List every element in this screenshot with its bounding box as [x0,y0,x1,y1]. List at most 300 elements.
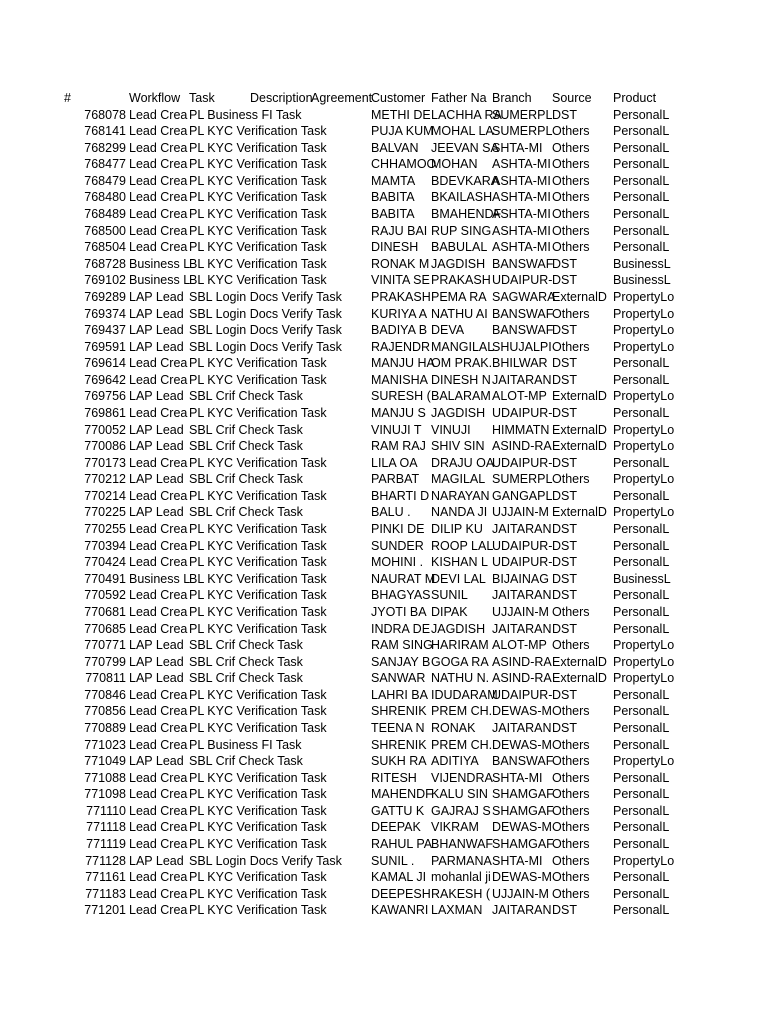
cell-customer: MANJU HA [371,356,435,371]
cell-customer: VINITA SE [371,273,430,288]
cell-customer: LAHRI BA [371,687,428,702]
cell-task: PL KYC Verification Task [189,538,327,553]
cell-branch: ALOT-MP [492,638,547,653]
cell-product: BusinessL [613,256,671,271]
cell-workflow: Lead Crea [129,903,188,918]
cell-customer: SUNIL . [371,853,415,868]
cell-father-name: MOHAL LA [431,124,494,139]
cell-workflow: Lead Crea [129,870,188,885]
cell-task: PL KYC Verification Task [189,704,327,719]
table-row [0,438,768,455]
cell-workflow: LAP Lead [129,306,184,321]
cell-source: DST [552,455,577,470]
cell-customer: BABITA [371,190,415,205]
cell-product: BusinessL [613,571,671,586]
cell-product: PropertyLo [613,289,675,304]
cell-row-number: 769591 [84,339,126,354]
cell-branch: JAITARAN [492,720,552,735]
cell-product: PersonalL [613,173,670,188]
cell-father-name: VIKRAM [431,820,479,835]
cell-row-number: 771119 [86,837,126,852]
cell-father-name: NARAYAN [431,488,490,503]
cell-product: PropertyLo [613,339,675,354]
cell-branch: GANGAPL [492,488,553,503]
table-row [0,819,768,836]
cell-customer: BALU . [371,505,411,520]
table-row [0,388,768,405]
cell-workflow: Lead Crea [129,522,188,537]
cell-product: PersonalL [613,588,670,603]
cell-row-number: 768477 [84,157,126,172]
cell-father-name: BALARAM [431,389,491,404]
cell-branch: JAITARAN [492,588,552,603]
cell-father-name: ADITIYA [431,754,479,769]
cell-customer: RONAK M [371,256,430,271]
cell-task: SBL Crif Check Task [189,754,303,769]
table-row [0,621,768,638]
cell-father-name: PRAKASH [431,273,491,288]
cell-father-name: DEVI LAL [431,571,486,586]
cell-workflow: Lead Crea [129,538,188,553]
cell-branch: UDAIPUR- [492,555,553,570]
cell-branch: DEWAS-M [492,704,552,719]
cell-product: PersonalL [613,240,670,255]
cell-father-name: VINUJI [431,422,471,437]
cell-father-name: KISHAN L [431,555,488,570]
table-row [0,836,768,853]
cell-workflow: Business L [129,256,191,271]
cell-father-name: DRAJU OA [431,455,495,470]
cell-source: Others [552,140,590,155]
table-row [0,902,768,919]
cell-workflow: Lead Crea [129,405,188,420]
cell-workflow: Lead Crea [129,455,188,470]
cell-row-number: 770771 [84,638,126,653]
cell-product: PropertyLo [613,654,675,669]
cell-workflow: LAP Lead [129,289,184,304]
cell-branch: SUMERPL [492,107,553,122]
cell-workflow: Lead Crea [129,787,188,802]
cell-source: Others [552,240,590,255]
cell-task: PL KYC Verification Task [189,488,327,503]
cell-source: ExternalD [552,671,607,686]
cell-father-name: MANGILAL [431,339,495,354]
cell-branch: ASIND-RA [492,654,552,669]
cell-branch: SHTA-MI [492,853,543,868]
header-cell-number: # [64,91,71,105]
cell-customer: RITESH [371,770,417,785]
cell-father-name: RAKESH ( [431,886,491,901]
cell-task: PL KYC Verification Task [189,588,327,603]
header-cell-customer: Customer [371,91,426,105]
cell-workflow: Lead Crea [129,157,188,172]
table-row [0,886,768,903]
cell-product: PersonalL [613,720,670,735]
cell-task: SBL Crif Check Task [189,638,303,653]
cell-product: PersonalL [613,604,670,619]
cell-customer: BHAGYAS [371,588,431,603]
cell-source: DST [552,687,577,702]
cell-source: Others [552,837,590,852]
cell-father-name: PARMANA [431,853,492,868]
data-rows [0,107,768,919]
cell-source: DST [552,621,577,636]
cell-father-name: DINESH N [431,372,491,387]
table-row [0,140,768,157]
cell-father-name: ROOP LAL [431,538,494,553]
cell-product: PersonalL [613,886,670,901]
cell-workflow: Lead Crea [129,720,188,735]
cell-product: PersonalL [613,372,670,387]
cell-task: PL KYC Verification Task [189,621,327,636]
cell-row-number: 768078 [84,107,126,122]
cell-branch: JAITARAN [492,522,552,537]
cell-source: DST [552,372,577,387]
cell-customer: VINUJI T [371,422,422,437]
cell-branch: SHAMGAF [492,787,554,802]
cell-row-number: 769861 [84,405,126,420]
cell-row-number: 771118 [86,820,126,835]
table-row [0,538,768,555]
cell-row-number: 770799 [84,654,126,669]
cell-branch: DEWAS-M [492,820,552,835]
cell-father-name: MOHAN [431,157,478,172]
cell-branch: BANSWAF [492,306,554,321]
cell-workflow: Lead Crea [129,140,188,155]
cell-workflow: Lead Crea [129,886,188,901]
cell-source: DST [552,488,577,503]
cell-branch: DEWAS-M [492,870,552,885]
cell-branch: ASHTA-MI [492,173,551,188]
cell-row-number: 770173 [84,455,126,470]
cell-father-name: VIJENDRA [431,770,493,785]
cell-workflow: LAP Lead [129,323,184,338]
table-row [0,670,768,687]
cell-father-name: PREM CH. [431,704,493,719]
cell-customer: INDRA DE [371,621,431,636]
table-row [0,803,768,820]
cell-product: PropertyLo [613,306,675,321]
cell-customer: SANWAR [371,671,426,686]
table-row [0,869,768,886]
cell-task: PL KYC Verification Task [189,903,327,918]
cell-workflow: LAP Lead [129,422,184,437]
cell-task: BL KYC Verification Task [189,273,327,288]
cell-source: DST [552,356,577,371]
cell-row-number: 769756 [84,389,126,404]
cell-product: PersonalL [613,687,670,702]
cell-source: DST [552,405,577,420]
table-row [0,156,768,173]
cell-product: PropertyLo [613,671,675,686]
cell-product: PersonalL [613,820,670,835]
cell-branch: ASHTA-MI [492,223,551,238]
cell-product: PersonalL [613,207,670,222]
cell-row-number: 771183 [85,886,126,901]
cell-row-number: 770086 [84,439,126,454]
cell-source: Others [552,787,590,802]
table-row [0,355,768,372]
cell-product: PropertyLo [613,853,675,868]
cell-source: DST [552,903,577,918]
cell-source: DST [552,538,577,553]
cell-task: PL KYC Verification Task [189,157,327,172]
cell-source: Others [552,207,590,222]
cell-father-name: JAGDISH [431,405,486,420]
cell-workflow: Lead Crea [129,621,188,636]
cell-father-name: LAXMAN [431,903,483,918]
cell-father-name: BKAILASH [431,190,493,205]
cell-customer: MANISHA [371,372,428,387]
cell-customer: BHARTI D [371,488,430,503]
cell-father-name: BHANWAF [431,837,494,852]
table-row [0,571,768,588]
cell-task: SBL Login Docs Verify Task [189,289,342,304]
cell-product: PersonalL [613,157,670,172]
cell-source: Others [552,173,590,188]
cell-row-number: 771161 [85,870,126,885]
cell-product: PersonalL [613,223,670,238]
cell-source: Others [552,190,590,205]
cell-product: PropertyLo [613,472,675,487]
cell-workflow: Lead Crea [129,737,188,752]
cell-row-number: 769642 [84,372,126,387]
cell-task: SBL Login Docs Verify Task [189,853,342,868]
cell-father-name: BMAHENDF [431,207,502,222]
cell-father-name: DILIP KU [431,522,483,537]
cell-father-name: KALU SIN [431,787,488,802]
cell-customer: DINESH [371,240,419,255]
table-row [0,272,768,289]
cell-customer: BADIYA B [371,323,428,338]
table-row [0,173,768,190]
cell-branch: UDAIPUR- [492,455,553,470]
cell-customer: TEENA N [371,720,425,735]
cell-task: PL KYC Verification Task [189,837,327,852]
cell-father-name: NATHU N. [431,671,490,686]
cell-row-number: 771201 [84,903,126,918]
table-row [0,405,768,422]
cell-workflow: LAP Lead [129,754,184,769]
table-row [0,189,768,206]
cell-father-name: PREM CH. [431,737,493,752]
cell-task: SBL Crif Check Task [189,472,303,487]
table-row [0,339,768,356]
cell-workflow: Lead Crea [129,356,188,371]
header-cell-agreement: Agreement [311,91,373,105]
cell-branch: BIJAINAG [492,571,549,586]
cell-source: Others [552,886,590,901]
cell-task: PL KYC Verification Task [189,803,327,818]
cell-task: PL KYC Verification Task [189,124,327,139]
cell-row-number: 768479 [84,173,126,188]
cell-branch: UJJAIN-M [492,604,549,619]
cell-customer: SURESH ( [371,389,431,404]
cell-row-number: 770214 [84,488,126,503]
cell-father-name: JAGDISH [431,621,486,636]
cell-workflow: LAP Lead [129,439,184,454]
cell-branch: UDAIPUR- [492,405,553,420]
cell-product: PersonalL [613,770,670,785]
cell-workflow: Business L [129,273,191,288]
cell-father-name: MAGILAL [431,472,486,487]
table-row [0,322,768,339]
cell-customer: MAHENDF [371,787,433,802]
cell-branch: ASHTA-MI [492,157,551,172]
header-cell-source: Source [552,91,592,105]
cell-product: PropertyLo [613,439,675,454]
cell-branch: ASHTA-MI [492,240,551,255]
cell-row-number: 770685 [84,621,126,636]
cell-task: PL KYC Verification Task [189,372,327,387]
cell-row-number: 768504 [84,240,126,255]
cell-row-number: 770212 [84,472,126,487]
table-row [0,720,768,737]
table-row [0,637,768,654]
cell-source: Others [552,737,590,752]
cell-customer: BALVAN [371,140,419,155]
cell-workflow: Lead Crea [129,588,188,603]
cell-row-number: 770889 [84,720,126,735]
cell-task: SBL Crif Check Task [189,422,303,437]
cell-branch: BANSWAF [492,754,554,769]
cell-task: PL KYC Verification Task [189,190,327,205]
header-cell-description: Description [250,91,313,105]
cell-source: DST [552,323,577,338]
cell-branch: SHUJALPI [492,339,552,354]
cell-row-number: 771098 [84,787,126,802]
table-row [0,786,768,803]
cell-father-name: OM PRAK. [431,356,493,371]
cell-task: PL KYC Verification Task [189,687,327,702]
cell-row-number: 770811 [85,671,126,686]
cell-task: PL KYC Verification Task [189,770,327,785]
cell-product: PersonalL [613,356,670,371]
cell-product: PersonalL [613,488,670,503]
cell-task: PL KYC Verification Task [189,522,327,537]
cell-row-number: 770491 [84,571,126,586]
cell-product: PersonalL [613,538,670,553]
cell-task: PL KYC Verification Task [189,356,327,371]
cell-branch: UJJAIN-M [492,886,549,901]
cell-branch: JAITARAN [492,621,552,636]
cell-workflow: Lead Crea [129,687,188,702]
cell-task: BL KYC Verification Task [189,256,327,271]
cell-workflow: Lead Crea [129,803,188,818]
cell-workflow: Lead Crea [129,173,188,188]
cell-branch: ASHTA-MI [492,207,551,222]
cell-row-number: 770394 [84,538,126,553]
cell-source: Others [552,472,590,487]
cell-task: PL KYC Verification Task [189,870,327,885]
cell-father-name: GOGA RA [431,654,489,669]
cell-product: PersonalL [613,190,670,205]
table-row [0,504,768,521]
cell-product: PersonalL [613,737,670,752]
table-row [0,372,768,389]
cell-customer: DEEPESH [371,886,431,901]
cell-product: PersonalL [613,903,670,918]
table-row [0,488,768,505]
cell-row-number: 769289 [84,289,126,304]
cell-product: PropertyLo [613,505,675,520]
cell-product: BusinessL [613,273,671,288]
cell-product: PersonalL [613,522,670,537]
table-row [0,223,768,240]
cell-customer: JYOTI BA [371,604,427,619]
cell-row-number: 768299 [84,140,126,155]
cell-source: Others [552,704,590,719]
cell-father-name: BABULAL [431,240,488,255]
cell-row-number: 771088 [84,770,126,785]
header-cell-task: Task [189,91,215,105]
cell-task: SBL Crif Check Task [189,671,303,686]
cell-row-number: 770052 [84,422,126,437]
cell-workflow: LAP Lead [129,853,184,868]
cell-task: PL KYC Verification Task [189,555,327,570]
table-row [0,654,768,671]
cell-row-number: 768489 [84,207,126,222]
cell-task: PL KYC Verification Task [189,173,327,188]
cell-row-number: 770592 [84,588,126,603]
cell-customer: METHI DE [371,107,431,122]
cell-workflow: Lead Crea [129,820,188,835]
cell-workflow: Lead Crea [129,488,188,503]
cell-branch: SUMERPL [492,472,553,487]
cell-product: PersonalL [613,803,670,818]
cell-product: PersonalL [613,555,670,570]
cell-product: PropertyLo [613,422,675,437]
cell-row-number: 768500 [84,223,126,238]
table-row [0,687,768,704]
cell-customer: PINKI DE [371,522,425,537]
cell-customer: PRAKASH [371,289,431,304]
cell-father-name: NANDA JI [431,505,488,520]
cell-task: SBL Login Docs Verify Task [189,339,342,354]
cell-product: PropertyLo [613,323,675,338]
cell-product: PersonalL [613,124,670,139]
cell-father-name: mohanlal ji [431,870,491,885]
cell-branch: ASHTA-MI [492,190,551,205]
cell-source: Others [552,638,590,653]
cell-customer: GATTU K [371,803,425,818]
cell-product: PersonalL [613,870,670,885]
cell-product: PersonalL [613,704,670,719]
cell-customer: KAWANRI [371,903,429,918]
cell-branch: UDAIPUR- [492,538,553,553]
cell-task: PL KYC Verification Task [189,604,327,619]
cell-product: PersonalL [613,787,670,802]
cell-customer: SANJAY B [371,654,431,669]
cell-customer: CHHAMOO [371,157,437,172]
cell-customer: NAURAT M [371,571,436,586]
spreadsheet [0,90,768,919]
cell-task: PL Business FI Task [189,737,302,752]
cell-row-number: 770424 [84,555,126,570]
cell-source: Others [552,604,590,619]
cell-source: ExternalD [552,422,607,437]
cell-source: ExternalD [552,289,607,304]
table-row [0,587,768,604]
table-row [0,239,768,256]
cell-father-name: GAJRAJ S [431,803,491,818]
cell-workflow: Lead Crea [129,207,188,222]
cell-branch: JAITARAN [492,903,552,918]
cell-source: DST [552,588,577,603]
cell-task: PL KYC Verification Task [189,820,327,835]
cell-father-name: SUNIL [431,588,468,603]
cell-father-name: LACHHA RA [431,107,502,122]
